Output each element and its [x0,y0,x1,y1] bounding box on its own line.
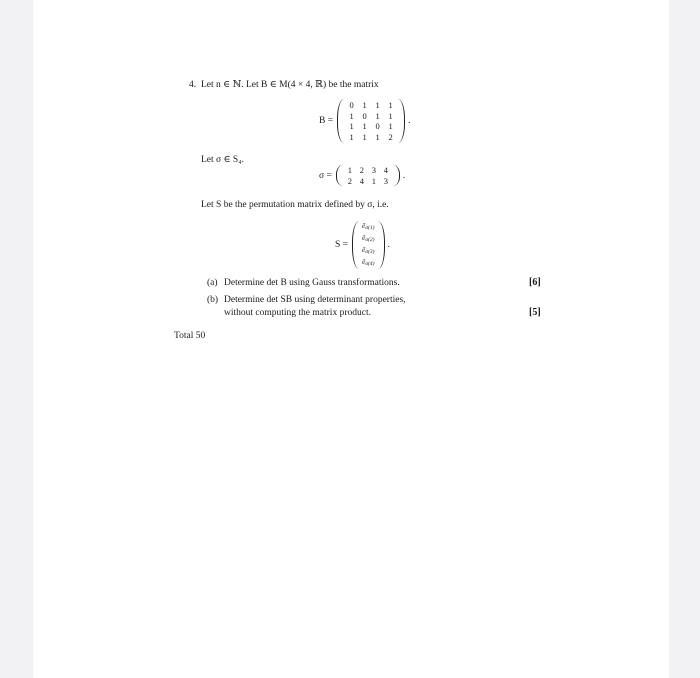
matrix-b [319,99,410,143]
document-page [33,0,669,678]
right-paren [398,99,405,143]
matrix-s [335,221,390,269]
matrix-b-entry: 1 [388,100,393,110]
right-paren [378,221,385,269]
matrix-b-entry: 1 [362,121,367,131]
part-b-label: (b) [207,295,219,305]
matrix-b-entry: 1 [388,110,393,121]
sigma-intro: Let σ ∈ S₄. [201,155,244,165]
matrix-b-entry: 1 [375,100,380,110]
sigma-entry-bottom: 3 [383,175,388,186]
matrix-b-entry: 1 [349,121,354,131]
matrix-b-entries [344,99,398,143]
sigma-end: . [402,170,406,181]
part-b-text: Determine det SB using determinant properties, [224,295,406,305]
left-paren [337,99,344,143]
matrix-b-entry: 1 [349,110,354,121]
sigma-label: σ = [319,170,332,181]
total-marks: Total 50 [174,331,206,341]
sigma-entries [343,165,393,186]
matrix-b-end: . [408,116,411,126]
matrix-b-entry: 1 [362,100,367,110]
matrix-s-row: $ê_{\sigma(3)}$ [362,245,375,255]
matrix-b-entry: 1 [375,131,380,142]
matrix-s-rows [359,221,377,269]
sigma-entry-bottom: 1 [371,175,376,186]
matrix-s-end: . [387,240,390,250]
matrix-s-row: $ê_{\sigma(2)}$ [362,233,375,243]
sigma-entry-top: 2 [359,165,364,175]
part-a-label: (a) [207,278,218,288]
perm-intro: Let S be the permutation matrix defined by σ, i.e. [201,200,389,210]
question-number: 4. [189,80,197,90]
matrix-s-row: $ê_{\sigma(4)}$ [362,257,375,267]
sigma-entry-top: 1 [347,165,352,175]
left-paren [336,165,343,186]
matrix-b-entry: 0 [375,121,380,131]
matrix-b-entry: 0 [349,100,354,110]
sigma-entry-bottom: 2 [347,175,352,186]
right-paren [393,165,400,186]
matrix-b-entry: 1 [349,131,354,142]
sigma-permutation [319,165,405,186]
question-intro: Let n ∈ ℕ. Let B ∈ M(4 × 4, ℝ) be the matrix [201,80,379,90]
matrix-s-row: $ê_{\sigma(1)}$ [362,221,375,231]
matrix-b-label: B = [319,116,334,126]
sigma-entry-bottom: 4 [359,175,364,186]
matrix-b-entry: 1 [375,110,380,121]
part-b-text-line2: without computing the matrix product. [224,308,371,318]
left-paren [352,221,359,269]
sigma-entry-top: 4 [383,165,388,175]
matrix-b-entry: 1 [388,121,393,131]
sigma-entry-top: 3 [371,165,376,175]
part-b-marks: [5] [529,307,541,318]
matrix-b-entry: 1 [362,131,367,142]
part-a-marks: [6] [529,277,541,288]
matrix-b-entry: 2 [388,131,393,142]
matrix-s-label: S = [335,240,349,250]
matrix-b-entry: 0 [362,110,367,121]
part-a-text: Determine det B using Gauss transformations. [224,278,400,288]
